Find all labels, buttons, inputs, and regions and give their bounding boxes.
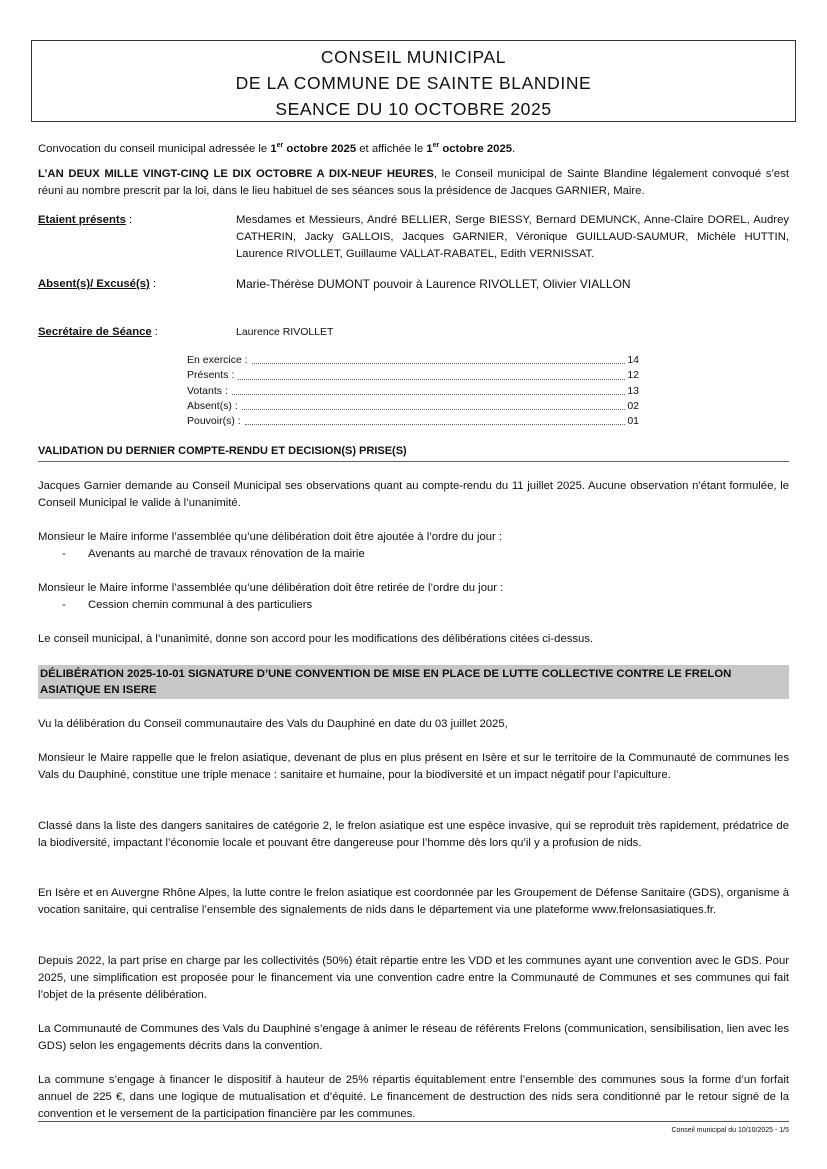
secretaire-label: Secrétaire de Séance : <box>38 326 158 338</box>
count-row: Pouvoir(s) : 01 <box>187 415 639 428</box>
section-heading-validation: VALIDATION DU DERNIER COMPTE-RENDU ET DECISION(S) PRISE(S) <box>38 443 789 462</box>
title-line-2: DE LA COMMUNE DE SAINTE BLANDINE <box>235 73 592 93</box>
paragraph: Monsieur le Maire informe l’assemblée qu’une délibération doit être retirée de l’ordre du jour : - Cession chemin communal à des particuliers <box>38 580 789 614</box>
presents-list: Mesdames et Messieurs, André BELLIER, Serge BIESSY, Bernard DEMUNCK, Anne-Claire DOREL, Audrey CATHERIN, Jacky GALLOIS, Jacques GARNIER, Véronique GUILLAUD-SAUMUR, Michèle HUTTIN, Laurence RIVOLLET, Guillaume VALLAT-RABATEL, Edith VERNISSAT. <box>236 214 789 260</box>
paragraph: Jacques Garnier demande au Conseil Municipal ses observations quant au compte-rendu du 11 juillet 2025. Aucune observation n'étant formulée, le Conseil Municipal le valide à l’unanimité. <box>38 480 789 509</box>
list-item: - Cession chemin communal à des particuliers <box>38 597 789 614</box>
paragraph: Vu la délibération du Conseil communautaire des Vals du Dauphiné en date du 03 juillet 2025, <box>38 718 508 730</box>
convocation-text: Convocation du conseil municipal adressée le 1er octobre 2025 et affichée le 1er octobre 2025. <box>38 142 516 155</box>
count-row: Présents : 12 <box>187 369 639 382</box>
title-line-3: SEANCE DU 10 OCTOBRE 2025 <box>275 99 552 119</box>
count-row: Absent(s) : 02 <box>187 399 639 412</box>
attendance-counts <box>187 353 639 429</box>
section-heading-deliberation: DÉLIBÉRATION 2025-10-01 SIGNATURE D’UNE CONVENTION DE MISE EN PLACE DE LUTTE COLLECTIVE CONTRE LE FRELON ASIATIQUE EN ISERE <box>38 665 789 699</box>
page-footer: Conseil municipal du 10/10/2025 - 1/5 <box>38 1121 789 1134</box>
paragraph: Depuis 2022, la part prise en charge par les collectivités (50%) était répartie entre les VDD et les communes ayant une convention avec le GDS. Pour 2025, une simplification est proposée pour le financement via une convention cadre entre la Communauté de Communes et ses communes qui fait l’objet de la présente délibération. <box>38 955 789 1001</box>
count-row: En exercice : 14 <box>187 354 639 366</box>
paragraph: La Communauté de Communes des Vals du Dauphiné s’engage à animer le réseau de référents Frelons (communication, sensibilisation, lien avec les GDS) selon les engagements décrits dans la convention. <box>38 1023 789 1052</box>
title-line-1: CONSEIL MUNICIPAL <box>320 47 507 67</box>
paragraph: Le conseil municipal, à l’unanimité, donne son accord pour les modifications des délibérations citées ci-dessus. <box>38 633 594 645</box>
count-row: Votants : 13 <box>187 384 639 397</box>
paragraph: Monsieur le Maire rappelle que le frelon asiatique, devenant de plus en plus présent en Isère et sur le territoire de la Communauté de communes les Vals du Dauphiné, constitue une triple menace : sanitaire et humaine, pour la biodiversité et un impact négatif pour l’apiculture. <box>38 752 789 781</box>
absents-list: Marie-Thérèse DUMONT pouvoir à Laurence RIVOLLET, Olivier VIALLON <box>236 277 631 291</box>
absents-label: Absent(s)/ Excusé(s) : <box>38 278 157 290</box>
opening-paragraph: L’AN DEUX MILLE VINGT-CINQ LE DIX OCTOBRE A DIX-NEUF HEURES, le Conseil municipal de Sainte Blandine légalement convoqué s’est réuni au nombre prescrit par la loi, dans le lieu habituel de ses séances sous la présidence de Jacques GARNIER, Maire. <box>38 168 789 197</box>
secretaire-value: Laurence RIVOLLET <box>236 326 334 338</box>
paragraph: En Isère et en Auvergne Rhône Alpes, la lutte contre le frelon asiatique est coordonnée par les Groupement de Défense Sanitaire (GDS), organisme à vocation sanitaire, qui centralise l’ensemble des signalements de nids dans le département via une plateforme www.frelonsasiatiques.fr. <box>38 887 789 916</box>
paragraph: Classé dans la liste des dangers sanitaires de catégorie 2, le frelon asiatique est une espèce invasive, qui se reproduit très rapidement, prédatrice de la biodiversité, impactant l’économie locale et pouvant être dangereuse pour l’homme dès lors qu’il y a profusion de nids. <box>38 820 789 849</box>
list-item: - Avenants au marché de travaux rénovation de la mairie <box>38 546 789 563</box>
paragraph: La commune s’engage à financer le dispositif à hauteur de 25% répartis équitablement entre l’ensemble des communes sous la forme d’un forfait annuel de 225 €, dans une logique de mutualisation et d’équité. Le financement de destruction des nids sera conditionné par le retour signé de la convention et le versement de la participation financière par les communes. <box>38 1074 789 1120</box>
paragraph: Monsieur le Maire informe l’assemblée qu’une délibération doit être ajoutée à l’ordre du jour : - Avenants au marché de travaux rénovation de la mairie <box>38 529 789 563</box>
document-title <box>31 40 796 122</box>
presents-label: Etaient présents : <box>38 214 133 226</box>
